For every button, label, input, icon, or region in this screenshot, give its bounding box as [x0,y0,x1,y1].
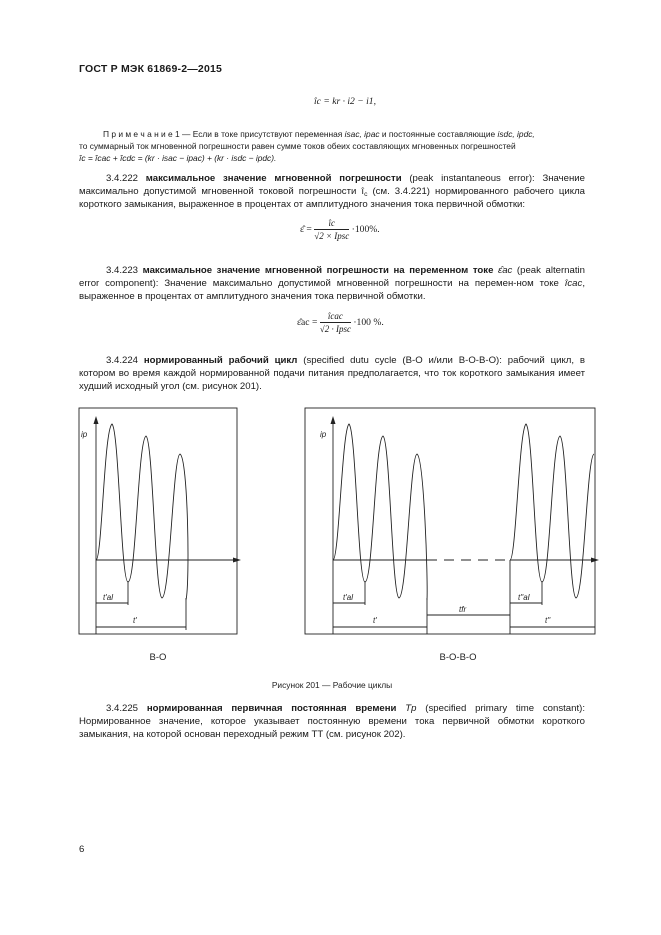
s223-rest2: , выраженное в процентах от амплитудного значения тока первичной обмотки. [79,278,585,302]
f223-numerator: îcac [320,311,351,323]
left-y-arrow-icon [94,416,99,424]
note-text-1: — Если в токе присутствуют переменная [179,129,345,139]
f223-denominator: √2 · Ipsc [319,324,351,334]
left-t-label: t' [133,616,137,625]
right-axis-label: ip [320,430,327,439]
document-header: ГОСТ Р МЭК 61869-2—2015 [79,63,223,75]
s225-num: 3.4.225 [106,703,139,714]
note-text-2: и постоянные составляющие [379,129,498,139]
s222-num: 3.4.222 [106,173,139,184]
note-vars-2: isdc, ipdc, [497,129,535,139]
note-vars-1: isac, ipac [344,129,380,139]
s222-term: максимальное значение мгновенной погрешности [145,173,402,184]
s222-rest2: (см. 3.4.221) нормированного рабочего цикла короткого замыкания, выраженное в процентах от амплитудного значения тока первичной обмотки: [79,186,585,210]
s222-rest: (peak instantaneous error): Значение максимально допустимой мгновенной токовой погрешности î [79,173,585,197]
s223-term: максимальное значение мгновенной погрешности на переменном токе [142,265,494,276]
f223-lhs: ε̂ac = [297,317,318,328]
left-current-waveform [96,424,188,600]
section-3-4-225 [79,702,585,741]
formula-instant-error: îc = kr · i2 − i1, [314,96,376,107]
f222-denominator: √2 × Ipsc [314,231,350,241]
figure-caption: Рисунок 201 — Рабочие циклы [271,680,393,690]
s223-symbol: ε̂ac [498,265,513,276]
note-line-3: îc = îcac + îcdc = (kr · isac − ipac) + (kr · isdc − ipdc). [79,153,277,163]
right-tfr-label: tfr [459,605,467,614]
right-tal2-label: t''al [518,593,530,602]
s223-rest: (peak alternatin error component): Значение максимально допустимой мгновенной погрешности на перемен-ном токе [79,265,585,289]
right-tal1-label: t'al [343,593,353,602]
right-current-waveform-1 [333,424,427,600]
right-t2-label: t'' [545,616,551,625]
note-line-2: то суммарный ток мгновенной погрешности равен сумме токов обеих составляющих мгновенных погрешностей [79,141,516,151]
s223-num: 3.4.223 [106,265,139,276]
f222-tail: ·100%. [351,224,380,235]
right-current-waveform-2 [510,424,594,598]
left-tal-label: t'al [103,593,113,602]
s224-term: нормированный рабочий цикл [143,355,298,366]
f223-tail: ·100 %. [353,317,384,328]
right-diagram-label: В-О-В-О [439,652,477,663]
left-diagram-label: В-О [149,652,167,663]
s224-num: 3.4.224 [106,355,139,366]
left-axis-label: ip [81,430,88,439]
s225-rest: (specified primary time constant): Нормированное значение, которое указывает постоянную времени тока первичной обмотки короткого замыкания, на которой основан переходный режим ТТ (см. рисунок 202). [79,703,585,740]
s224-rest: (specified dutu cycle (В-О и/или В-О-В-О): рабочий цикл, в котором во время каждой нормированной подачи питания предполагается, что ток короткого замыкания имеет худший исходный угол (см. рисунок 201). [79,355,585,392]
f222-numerator: îc [314,218,349,230]
note-label: П р и м е ч а н и е 1 [103,129,180,139]
page-number: 6 [79,844,85,855]
f222-lhs: ε̂ = [300,224,312,235]
s223-symbol-2: îcac [564,278,583,289]
s225-symbol: Tp [405,703,417,714]
right-y-arrow-icon [331,416,336,424]
s225-term: нормированная первичная постоянная времени [146,703,397,714]
s222-rest-sub: c [364,191,368,198]
right-t1-label: t' [373,616,377,625]
